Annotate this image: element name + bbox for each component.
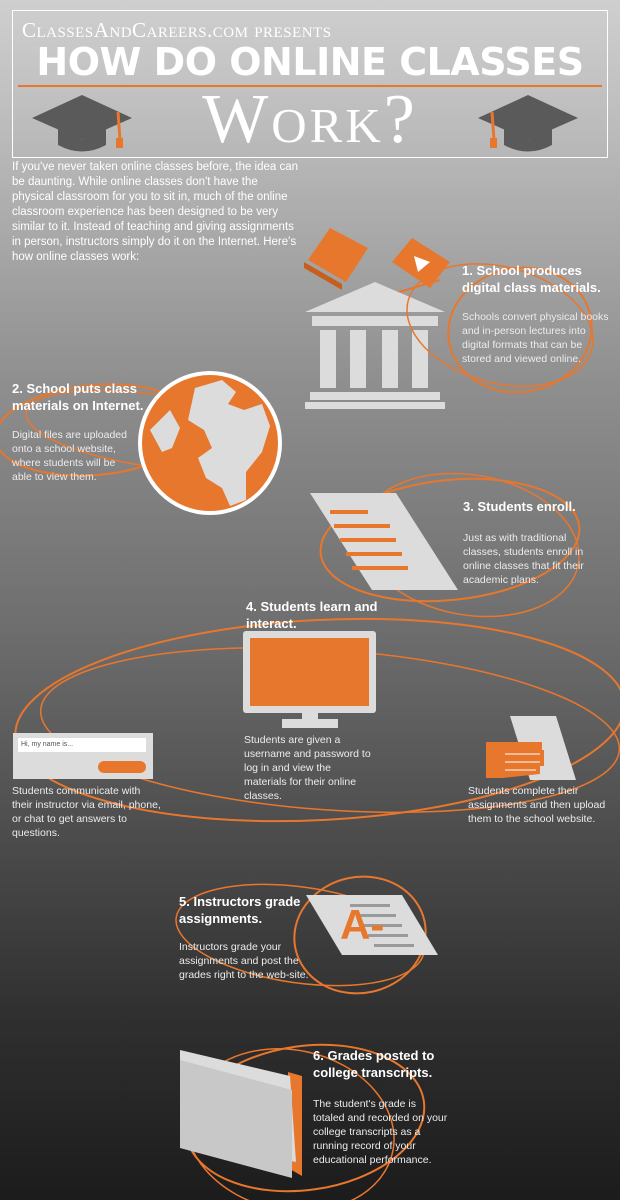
step-6-title: 6. Grades posted to college transcripts. — [313, 1048, 435, 1080]
step-4-center-body: Students are given a username and password to log in and view the materials for their online classes. — [244, 734, 371, 802]
page-title: HOW DO ONLINE CLASSES — [36, 40, 584, 84]
grade-mark: A- — [340, 901, 385, 948]
step-1-title: 1. School produces digital class materials. — [462, 263, 601, 295]
school-building-icon — [305, 282, 445, 409]
graduation-cap-icon-right — [478, 95, 578, 152]
step-4-title: 4. Students learn and interact. — [246, 599, 378, 631]
step-3-body: Just as with traditional classes, students enroll in online classes that fit their academic plans. — [463, 532, 584, 586]
hand-icon — [486, 742, 544, 778]
step-4-left-body: Students communicate with their instructor via email, phone, or chat to get answers to questions. — [12, 785, 161, 839]
step-1-body: Schools convert physical books and in-person lectures into digital formats that can be stored and viewed online. — [462, 311, 609, 365]
brand-line: ClassesAndCareers.com presents — [22, 18, 332, 42]
step-6-body: The student's grade is totaled and recorded on your college transcripts as a running record of your educational performance. — [313, 1098, 448, 1166]
intro-paragraph: If you've never taken online classes before, the idea can be daunting. While online classes don't have the physical classroom for you to sit in, much of the online classroom experience has been designed to be very similar to it. Instead of teaching and giving assignments in person, instructors simply do it on the Internet. Here's how online classes work: — [12, 161, 299, 263]
step-4-right-body: Students complete their assignments and then upload them to the school website. — [468, 785, 606, 825]
graduation-cap-icon-left — [32, 95, 132, 152]
step-5-body: Instructors grade your assignments and post the grades right to the web-site. — [179, 941, 309, 981]
chat-input: Hi, my name is... — [18, 738, 146, 752]
page-title-work: Work? — [202, 81, 418, 158]
step-2-title: 2. School puts class materials on Internet. — [12, 381, 144, 413]
step-2-body: Digital files are uploaded onto a school website, where students will be able to view them. — [12, 429, 127, 483]
monitor-icon — [243, 631, 376, 728]
step-5-title: 5. Instructors grade assignments. — [179, 894, 301, 926]
book-icon — [304, 228, 368, 290]
chat-box — [13, 733, 153, 779]
step-3-title: 3. Students enroll. — [463, 499, 576, 514]
chat-send-button — [98, 761, 146, 773]
